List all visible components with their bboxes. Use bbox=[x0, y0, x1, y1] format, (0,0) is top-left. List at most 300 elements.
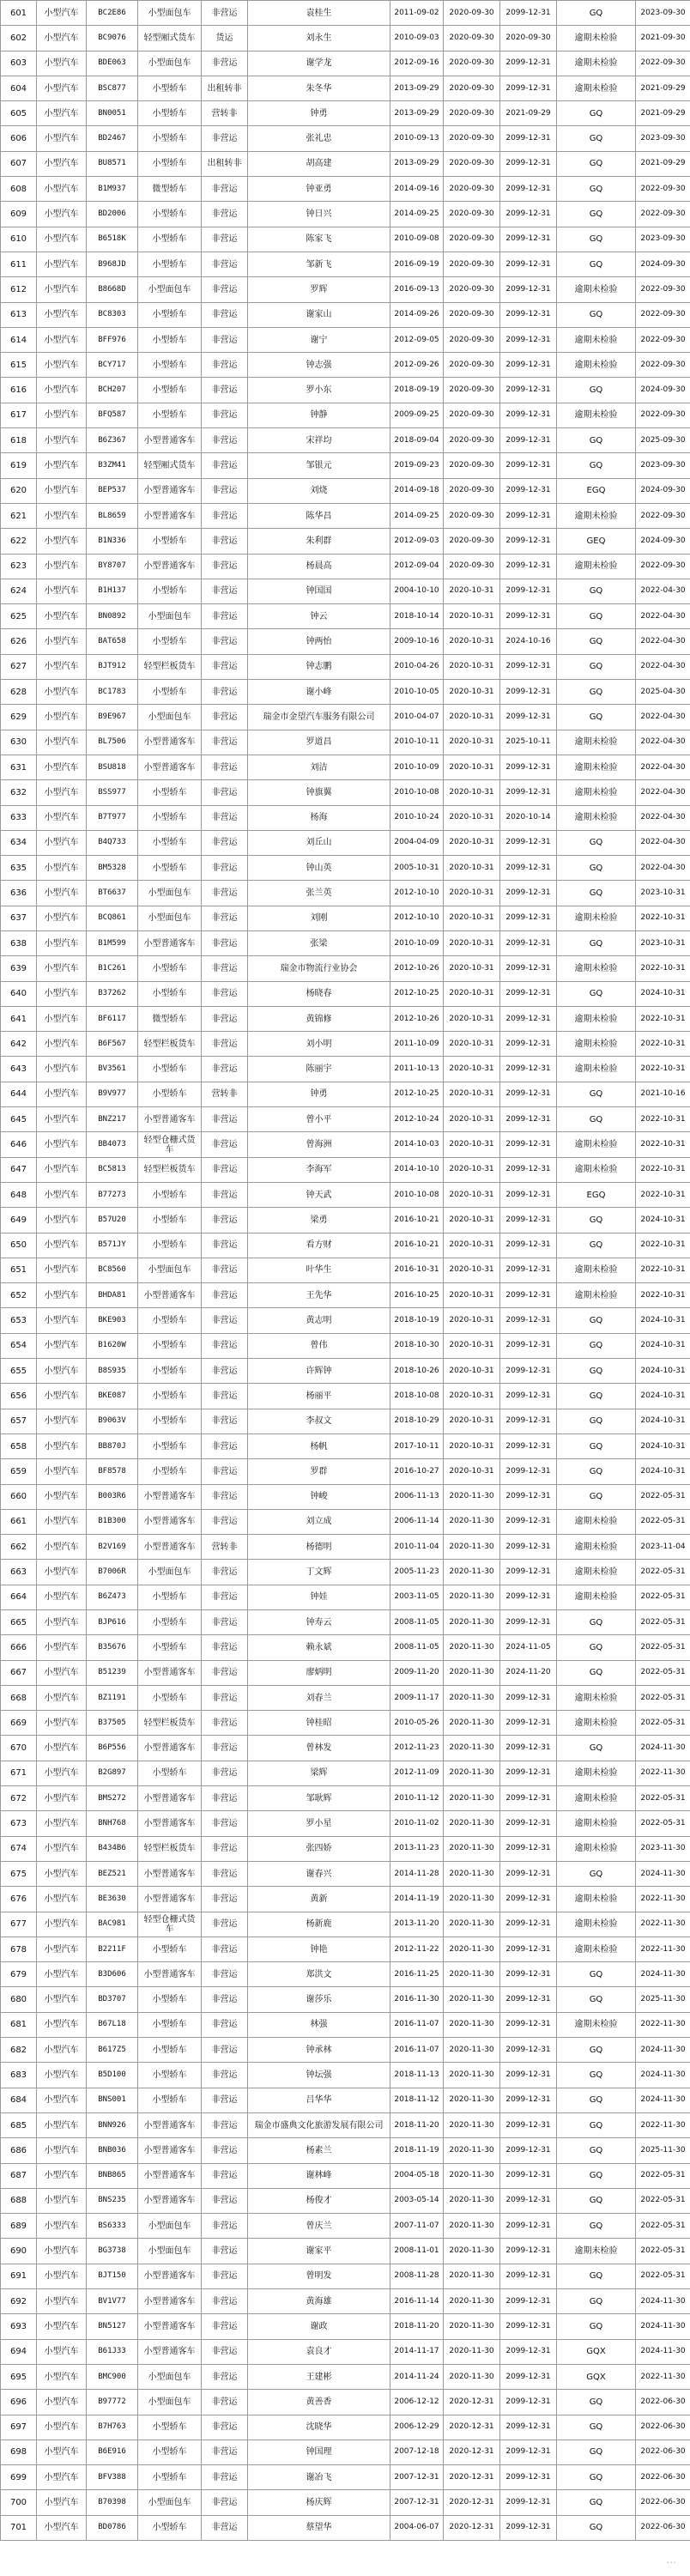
valid-until-cell: 2022-05-31 bbox=[636, 1811, 690, 1836]
row-number-cell: 677 bbox=[1, 1912, 37, 1937]
status-cell: GQ bbox=[557, 252, 636, 276]
owner-name-cell: 曾小平 bbox=[248, 1107, 390, 1132]
vehicle-model-cell: 小型轿车 bbox=[138, 2012, 202, 2037]
valid-until-cell: 2022-05-31 bbox=[636, 2264, 690, 2288]
vehicle-model-cell: 小型轿车 bbox=[138, 1761, 202, 1785]
table-row bbox=[1, 1308, 690, 1333]
scrap-date-cell: 2099-12-31 bbox=[500, 1057, 557, 1082]
valid-until-cell: 2024-10-31 bbox=[636, 1433, 690, 1458]
inspection-due-cell: 2020-11-30 bbox=[444, 1660, 500, 1685]
scrap-date-cell: 2099-12-31 bbox=[500, 2088, 557, 2112]
vehicle-model-cell: 小型轿车 bbox=[138, 1233, 202, 1258]
status-cell: GQ bbox=[557, 151, 636, 176]
usage-type-cell: 非营运 bbox=[202, 930, 248, 955]
row-number-cell: 601 bbox=[1, 1, 37, 26]
usage-type-cell: 非营运 bbox=[202, 2038, 248, 2063]
register-date-cell: 2013-11-23 bbox=[390, 1836, 444, 1861]
valid-until-cell: 2022-06-30 bbox=[636, 2415, 690, 2440]
vehicle-type-cell: 小型汽车 bbox=[37, 1535, 87, 1560]
vehicle-model-cell: 小型轿车 bbox=[138, 76, 202, 100]
register-date-cell: 2013-09-29 bbox=[390, 101, 444, 126]
vehicle-model-cell: 轻型仓栅式货车 bbox=[138, 1912, 202, 1937]
scrap-date-cell: 2099-12-31 bbox=[500, 956, 557, 981]
status-cell: GQ bbox=[557, 1308, 636, 1333]
status-cell: GQ bbox=[557, 856, 636, 881]
vehicle-model-cell: 小型面包车 bbox=[138, 2390, 202, 2415]
inspection-due-cell: 2020-10-31 bbox=[444, 1283, 500, 1308]
valid-until-cell: 2022-06-30 bbox=[636, 2490, 690, 2515]
register-date-cell: 2018-11-13 bbox=[390, 2063, 444, 2088]
valid-until-cell: 2024-09-30 bbox=[636, 378, 690, 403]
table-row bbox=[1, 1610, 690, 1635]
vehicle-type-cell: 小型汽车 bbox=[37, 1509, 87, 1534]
plate-number-cell: B571JY bbox=[87, 1233, 138, 1258]
status-cell: GQ bbox=[557, 654, 636, 679]
usage-type-cell: 非营运 bbox=[202, 227, 248, 252]
vehicle-model-cell: 轻型栏板货车 bbox=[138, 1157, 202, 1182]
owner-name-cell: 钟娃 bbox=[248, 1585, 390, 1609]
usage-type-cell: 非营运 bbox=[202, 2088, 248, 2112]
inspection-due-cell: 2020-11-30 bbox=[444, 2339, 500, 2364]
register-date-cell: 2010-04-26 bbox=[390, 654, 444, 679]
vehicle-type-cell: 小型汽车 bbox=[37, 604, 87, 629]
inspection-due-cell: 2020-11-30 bbox=[444, 1535, 500, 1560]
owner-name-cell: 刘丘山 bbox=[248, 830, 390, 855]
register-date-cell: 2018-11-20 bbox=[390, 2314, 444, 2339]
table-row bbox=[1, 1987, 690, 2012]
register-date-cell: 2014-11-17 bbox=[390, 2339, 444, 2364]
plate-number-cell: B1C261 bbox=[87, 956, 138, 981]
usage-type-cell: 非营运 bbox=[202, 1157, 248, 1182]
scrap-date-cell: 2099-12-31 bbox=[500, 177, 557, 202]
vehicle-type-cell: 小型汽车 bbox=[37, 252, 87, 276]
plate-number-cell: BMS272 bbox=[87, 1786, 138, 1811]
inspection-due-cell: 2020-10-31 bbox=[444, 705, 500, 730]
row-number-cell: 649 bbox=[1, 1208, 37, 1233]
status-cell: GEQ bbox=[557, 529, 636, 554]
usage-type-cell: 非营运 bbox=[202, 604, 248, 629]
status-cell: 逾期未检验 bbox=[557, 1761, 636, 1785]
usage-type-cell: 非营运 bbox=[202, 780, 248, 805]
plate-number-cell: BEP537 bbox=[87, 478, 138, 503]
usage-type-cell: 营转非 bbox=[202, 101, 248, 126]
valid-until-cell: 2022-11-30 bbox=[636, 1887, 690, 1912]
valid-until-cell: 2022-05-31 bbox=[636, 1610, 690, 1635]
row-number-cell: 621 bbox=[1, 503, 37, 528]
usage-type-cell: 营转非 bbox=[202, 1535, 248, 1560]
valid-until-cell: 2022-04-30 bbox=[636, 705, 690, 730]
plate-number-cell: BFF976 bbox=[87, 327, 138, 352]
scrap-date-cell: 2020-10-14 bbox=[500, 805, 557, 830]
table-row bbox=[1, 1635, 690, 1660]
vehicle-model-cell: 小型轿车 bbox=[138, 227, 202, 252]
vehicle-type-cell: 小型汽车 bbox=[37, 654, 87, 679]
owner-name-cell: 谢莎乐 bbox=[248, 1987, 390, 2012]
usage-type-cell: 非营运 bbox=[202, 2264, 248, 2288]
scrap-date-cell: 2099-12-31 bbox=[500, 705, 557, 730]
inspection-due-cell: 2020-10-31 bbox=[444, 956, 500, 981]
table-row bbox=[1, 805, 690, 830]
status-cell: 逾期未检验 bbox=[557, 2239, 636, 2264]
valid-until-cell: 2022-10-31 bbox=[636, 1182, 690, 1207]
vehicle-model-cell: 小型普通客车 bbox=[138, 2138, 202, 2163]
usage-type-cell: 非营运 bbox=[202, 1509, 248, 1534]
table-row bbox=[1, 1006, 690, 1031]
scrap-date-cell: 2099-12-31 bbox=[500, 2415, 557, 2440]
valid-until-cell: 2024-10-31 bbox=[636, 1208, 690, 1233]
scrap-date-cell: 2099-12-31 bbox=[500, 1736, 557, 1761]
plate-number-cell: B434B6 bbox=[87, 1836, 138, 1861]
vehicle-type-cell: 小型汽车 bbox=[37, 1132, 87, 1157]
usage-type-cell: 非营运 bbox=[202, 252, 248, 276]
table-row bbox=[1, 1333, 690, 1358]
valid-until-cell: 2022-11-30 bbox=[636, 1937, 690, 1961]
table-row bbox=[1, 302, 690, 327]
scrap-date-cell: 2099-12-31 bbox=[500, 2138, 557, 2163]
table-row bbox=[1, 680, 690, 705]
register-date-cell: 2009-11-20 bbox=[390, 1660, 444, 1685]
vehicle-type-cell: 小型汽车 bbox=[37, 2138, 87, 2163]
valid-until-cell: 2022-05-31 bbox=[636, 1635, 690, 1660]
vehicle-type-cell: 小型汽车 bbox=[37, 1585, 87, 1609]
scrap-date-cell: 2024-11-05 bbox=[500, 1635, 557, 1660]
vehicle-type-cell: 小型汽车 bbox=[37, 680, 87, 705]
vehicle-model-cell: 小型轿车 bbox=[138, 1057, 202, 1082]
plate-number-cell: B7006R bbox=[87, 1560, 138, 1585]
register-date-cell: 2010-10-08 bbox=[390, 780, 444, 805]
usage-type-cell: 非营运 bbox=[202, 856, 248, 881]
vehicle-model-cell: 小型普通客车 bbox=[138, 2264, 202, 2288]
vehicle-type-cell: 小型汽车 bbox=[37, 2339, 87, 2364]
plate-number-cell: BC8560 bbox=[87, 1258, 138, 1282]
plate-number-cell: B51239 bbox=[87, 1660, 138, 1685]
vehicle-type-cell: 小型汽车 bbox=[37, 1157, 87, 1182]
table-row bbox=[1, 2339, 690, 2364]
usage-type-cell: 非营运 bbox=[202, 1811, 248, 1836]
plate-number-cell: BY8707 bbox=[87, 554, 138, 579]
vehicle-model-cell: 小型轿车 bbox=[138, 327, 202, 352]
plate-number-cell: BSS977 bbox=[87, 780, 138, 805]
plate-number-cell: B67L18 bbox=[87, 2012, 138, 2037]
scrap-date-cell: 2099-12-31 bbox=[500, 2364, 557, 2389]
row-number-cell: 628 bbox=[1, 680, 37, 705]
owner-name-cell: 张四娇 bbox=[248, 1836, 390, 1861]
inspection-due-cell: 2020-10-31 bbox=[444, 629, 500, 654]
scrap-date-cell: 2099-12-31 bbox=[500, 2390, 557, 2415]
scrap-date-cell: 2099-12-31 bbox=[500, 2515, 557, 2540]
plate-number-cell: B5D100 bbox=[87, 2063, 138, 2088]
register-date-cell: 2014-11-28 bbox=[390, 1861, 444, 1886]
row-number-cell: 678 bbox=[1, 1937, 37, 1961]
vehicle-model-cell: 小型面包车 bbox=[138, 881, 202, 906]
status-cell: GQ bbox=[557, 680, 636, 705]
plate-number-cell: B6Z473 bbox=[87, 1585, 138, 1609]
vehicle-model-cell: 小型普通客车 bbox=[138, 755, 202, 779]
vehicle-type-cell: 小型汽车 bbox=[37, 1836, 87, 1861]
table-row bbox=[1, 981, 690, 1006]
vehicle-model-cell: 小型轿车 bbox=[138, 1333, 202, 1358]
usage-type-cell: 非营运 bbox=[202, 1233, 248, 1258]
vehicle-type-cell: 小型汽车 bbox=[37, 2364, 87, 2389]
row-number-cell: 691 bbox=[1, 2264, 37, 2288]
table-row bbox=[1, 906, 690, 930]
owner-name-cell: 钟静 bbox=[248, 403, 390, 427]
row-number-cell: 659 bbox=[1, 1459, 37, 1484]
status-cell: 逾期未检验 bbox=[557, 503, 636, 528]
plate-number-cell: BN0892 bbox=[87, 604, 138, 629]
plate-number-cell: BD3707 bbox=[87, 1987, 138, 2012]
scrap-date-cell: 2099-12-31 bbox=[500, 2289, 557, 2314]
inspection-due-cell: 2020-09-30 bbox=[444, 378, 500, 403]
valid-until-cell: 2024-09-30 bbox=[636, 478, 690, 503]
usage-type-cell: 非营运 bbox=[202, 428, 248, 453]
plate-number-cell: B2G897 bbox=[87, 1761, 138, 1785]
vehicle-model-cell: 轻型厢式货车 bbox=[138, 453, 202, 478]
vehicle-model-cell: 小型普通客车 bbox=[138, 1509, 202, 1534]
owner-name-cell: 钟桂昭 bbox=[248, 1711, 390, 1736]
register-date-cell: 2016-10-21 bbox=[390, 1233, 444, 1258]
vehicle-model-cell: 小型普通客车 bbox=[138, 1811, 202, 1836]
status-cell: GQ bbox=[557, 2490, 636, 2515]
plate-number-cell: B8S935 bbox=[87, 1359, 138, 1384]
register-date-cell: 2016-11-14 bbox=[390, 2289, 444, 2314]
plate-number-cell: BFQ587 bbox=[87, 403, 138, 427]
register-date-cell: 2004-06-07 bbox=[390, 2515, 444, 2540]
row-number-cell: 693 bbox=[1, 2314, 37, 2339]
status-cell: GQ bbox=[557, 177, 636, 202]
scrap-date-cell: 2099-12-31 bbox=[500, 1, 557, 26]
scrap-date-cell: 2099-12-31 bbox=[500, 1509, 557, 1534]
vehicle-type-cell: 小型汽车 bbox=[37, 2289, 87, 2314]
owner-name-cell: 林强 bbox=[248, 2012, 390, 2037]
status-cell: 逾期未检验 bbox=[557, 1560, 636, 1585]
valid-until-cell: 2022-05-31 bbox=[636, 1560, 690, 1585]
vehicle-model-cell: 小型轿车 bbox=[138, 1384, 202, 1409]
plate-number-cell: B61J33 bbox=[87, 2339, 138, 2364]
register-date-cell: 2006-11-13 bbox=[390, 1484, 444, 1509]
scrap-date-cell: 2099-12-31 bbox=[500, 428, 557, 453]
scrap-date-cell: 2099-12-31 bbox=[500, 680, 557, 705]
vehicle-model-cell: 小型轿车 bbox=[138, 856, 202, 881]
owner-name-cell: 钟两怡 bbox=[248, 629, 390, 654]
row-number-cell: 660 bbox=[1, 1484, 37, 1509]
register-date-cell: 2017-10-11 bbox=[390, 1433, 444, 1458]
inspection-due-cell: 2020-10-31 bbox=[444, 1409, 500, 1433]
table-row bbox=[1, 353, 690, 378]
scrap-date-cell: 2099-12-31 bbox=[500, 2339, 557, 2364]
row-number-cell: 609 bbox=[1, 202, 37, 227]
plate-number-cell: B9V977 bbox=[87, 1082, 138, 1106]
usage-type-cell: 非营运 bbox=[202, 906, 248, 930]
register-date-cell: 2008-11-01 bbox=[390, 2239, 444, 2264]
owner-name-cell: 曾林发 bbox=[248, 1736, 390, 1761]
usage-type-cell: 出租转非 bbox=[202, 76, 248, 100]
vehicle-model-cell: 小型轿车 bbox=[138, 1585, 202, 1609]
vehicle-model-cell: 小型面包车 bbox=[138, 604, 202, 629]
plate-number-cell: B2V169 bbox=[87, 1535, 138, 1560]
vehicle-model-cell: 小型轿车 bbox=[138, 2038, 202, 2063]
table-row bbox=[1, 252, 690, 276]
register-date-cell: 2012-10-10 bbox=[390, 881, 444, 906]
owner-name-cell: 黄善香 bbox=[248, 2390, 390, 2415]
status-cell: GQ bbox=[557, 2163, 636, 2188]
row-number-cell: 619 bbox=[1, 453, 37, 478]
plate-number-cell: BD0786 bbox=[87, 2515, 138, 2540]
register-date-cell: 2005-11-23 bbox=[390, 1560, 444, 1585]
vehicle-model-cell: 小型轿车 bbox=[138, 2465, 202, 2490]
row-number-cell: 631 bbox=[1, 755, 37, 779]
table-row bbox=[1, 554, 690, 579]
inspection-due-cell: 2020-11-30 bbox=[444, 1560, 500, 1585]
inspection-due-cell: 2020-10-31 bbox=[444, 906, 500, 930]
vehicle-model-cell: 小型面包车 bbox=[138, 277, 202, 302]
inspection-due-cell: 2020-11-30 bbox=[444, 2239, 500, 2264]
plate-number-cell: BJP616 bbox=[87, 1610, 138, 1635]
scrap-date-cell: 2099-12-31 bbox=[500, 126, 557, 151]
status-cell: GQ bbox=[557, 1736, 636, 1761]
usage-type-cell: 非营运 bbox=[202, 2515, 248, 2540]
status-cell: 逾期未检验 bbox=[557, 1711, 636, 1736]
row-number-cell: 612 bbox=[1, 277, 37, 302]
table-row bbox=[1, 629, 690, 654]
vehicle-type-cell: 小型汽车 bbox=[37, 2012, 87, 2037]
usage-type-cell: 非营运 bbox=[202, 2188, 248, 2213]
register-date-cell: 2010-05-26 bbox=[390, 1711, 444, 1736]
inspection-due-cell: 2020-11-30 bbox=[444, 1635, 500, 1660]
status-cell: GQ bbox=[557, 1610, 636, 1635]
usage-type-cell: 非营运 bbox=[202, 2440, 248, 2464]
vehicle-model-cell: 小型轿车 bbox=[138, 830, 202, 855]
valid-until-cell: 2022-05-31 bbox=[636, 1484, 690, 1509]
register-date-cell: 2012-10-24 bbox=[390, 1107, 444, 1132]
plate-number-cell: B2211F bbox=[87, 1937, 138, 1961]
owner-name-cell: 黄海雄 bbox=[248, 2289, 390, 2314]
plate-number-cell: BM5328 bbox=[87, 856, 138, 881]
status-cell: GQ bbox=[557, 378, 636, 403]
status-cell: 逾期未检验 bbox=[557, 353, 636, 378]
owner-name-cell: 陈华昌 bbox=[248, 503, 390, 528]
plate-number-cell: BT6637 bbox=[87, 881, 138, 906]
register-date-cell: 2011-10-09 bbox=[390, 1032, 444, 1057]
owner-name-cell: 刘洁 bbox=[248, 755, 390, 779]
register-date-cell: 2014-10-10 bbox=[390, 1157, 444, 1182]
owner-name-cell: 朱利群 bbox=[248, 529, 390, 554]
valid-until-cell: 2022-05-31 bbox=[636, 1585, 690, 1609]
valid-until-cell: 2022-05-31 bbox=[636, 2239, 690, 2264]
status-cell: 逾期未检验 bbox=[557, 1057, 636, 1082]
register-date-cell: 2012-10-10 bbox=[390, 906, 444, 930]
owner-name-cell: 黄锦修 bbox=[248, 1006, 390, 1031]
table-row bbox=[1, 1032, 690, 1057]
plate-number-cell: BKE903 bbox=[87, 1308, 138, 1333]
vehicle-type-cell: 小型汽车 bbox=[37, 428, 87, 453]
plate-number-cell: BNB865 bbox=[87, 2163, 138, 2188]
vehicle-model-cell: 小型普通客车 bbox=[138, 554, 202, 579]
inspection-due-cell: 2020-09-30 bbox=[444, 327, 500, 352]
valid-until-cell: 2022-04-30 bbox=[636, 629, 690, 654]
plate-number-cell: B7T977 bbox=[87, 805, 138, 830]
vehicle-type-cell: 小型汽车 bbox=[37, 1333, 87, 1358]
valid-until-cell: 2024-11-30 bbox=[636, 2314, 690, 2339]
scrap-date-cell: 2024-10-16 bbox=[500, 629, 557, 654]
inspection-due-cell: 2020-09-30 bbox=[444, 403, 500, 427]
vehicle-model-cell: 小型轿车 bbox=[138, 529, 202, 554]
owner-name-cell: 杨庆辉 bbox=[248, 2490, 390, 2515]
owner-name-cell: 钟承林 bbox=[248, 2038, 390, 2063]
vehicle-type-cell: 小型汽车 bbox=[37, 26, 87, 51]
vehicle-type-cell: 小型汽车 bbox=[37, 1887, 87, 1912]
vehicle-type-cell: 小型汽车 bbox=[37, 1409, 87, 1433]
scrap-date-cell: 2099-12-31 bbox=[500, 1082, 557, 1106]
inspection-due-cell: 2020-09-30 bbox=[444, 353, 500, 378]
scrap-date-cell: 2099-12-31 bbox=[500, 2314, 557, 2339]
row-number-cell: 653 bbox=[1, 1308, 37, 1333]
plate-number-cell: B37262 bbox=[87, 981, 138, 1006]
valid-until-cell: 2022-10-31 bbox=[636, 1283, 690, 1308]
scrap-date-cell: 2099-12-31 bbox=[500, 1937, 557, 1961]
owner-name-cell: 陈家飞 bbox=[248, 227, 390, 252]
register-date-cell: 2004-05-18 bbox=[390, 2163, 444, 2188]
status-cell: GQ bbox=[557, 2465, 636, 2490]
inspection-due-cell: 2020-10-31 bbox=[444, 780, 500, 805]
scrap-date-cell: 2099-12-31 bbox=[500, 1384, 557, 1409]
usage-type-cell: 非营运 bbox=[202, 629, 248, 654]
scrap-date-cell: 2099-12-31 bbox=[500, 2490, 557, 2515]
usage-type-cell: 非营运 bbox=[202, 2214, 248, 2239]
scrap-date-cell: 2020-09-30 bbox=[500, 26, 557, 51]
inspection-due-cell: 2020-10-31 bbox=[444, 1308, 500, 1333]
owner-name-cell: 谢学龙 bbox=[248, 51, 390, 76]
usage-type-cell: 非营运 bbox=[202, 1182, 248, 1207]
table-row bbox=[1, 2364, 690, 2389]
usage-type-cell: 非营运 bbox=[202, 2289, 248, 2314]
status-cell: GQ bbox=[557, 2112, 636, 2137]
table-row bbox=[1, 202, 690, 227]
plate-number-cell: B1N336 bbox=[87, 529, 138, 554]
owner-name-cell: 瑞金市金望汽车服务有限公司 bbox=[248, 705, 390, 730]
usage-type-cell: 非营运 bbox=[202, 1032, 248, 1057]
table-row bbox=[1, 1711, 690, 1736]
status-cell: 逾期未检验 bbox=[557, 1258, 636, 1282]
valid-until-cell: 2023-09-30 bbox=[636, 126, 690, 151]
register-date-cell: 2016-09-13 bbox=[390, 277, 444, 302]
plate-number-cell: B7H763 bbox=[87, 2415, 138, 2440]
valid-until-cell: 2022-11-30 bbox=[636, 1912, 690, 1937]
vehicle-type-cell: 小型汽车 bbox=[37, 930, 87, 955]
status-cell: 逾期未检验 bbox=[557, 1585, 636, 1609]
scrap-date-cell: 2099-12-31 bbox=[500, 1258, 557, 1282]
usage-type-cell: 非营运 bbox=[202, 1283, 248, 1308]
scrap-date-cell: 2099-12-31 bbox=[500, 2465, 557, 2490]
status-cell: 逾期未检验 bbox=[557, 755, 636, 779]
status-cell: 逾期未检验 bbox=[557, 1535, 636, 1560]
row-number-cell: 633 bbox=[1, 805, 37, 830]
row-number-cell: 637 bbox=[1, 906, 37, 930]
row-number-cell: 699 bbox=[1, 2465, 37, 2490]
usage-type-cell: 非营运 bbox=[202, 1962, 248, 1987]
table-row bbox=[1, 1861, 690, 1886]
row-number-cell: 674 bbox=[1, 1836, 37, 1861]
plate-number-cell: B35676 bbox=[87, 1635, 138, 1660]
usage-type-cell: 非营运 bbox=[202, 2339, 248, 2364]
vehicle-type-cell: 小型汽车 bbox=[37, 478, 87, 503]
inspection-due-cell: 2020-09-30 bbox=[444, 428, 500, 453]
vehicle-type-cell: 小型汽车 bbox=[37, 1208, 87, 1233]
vehicle-type-cell: 小型汽车 bbox=[37, 2515, 87, 2540]
table-row bbox=[1, 830, 690, 855]
status-cell: 逾期未检验 bbox=[557, 1811, 636, 1836]
inspection-due-cell: 2020-09-30 bbox=[444, 51, 500, 76]
